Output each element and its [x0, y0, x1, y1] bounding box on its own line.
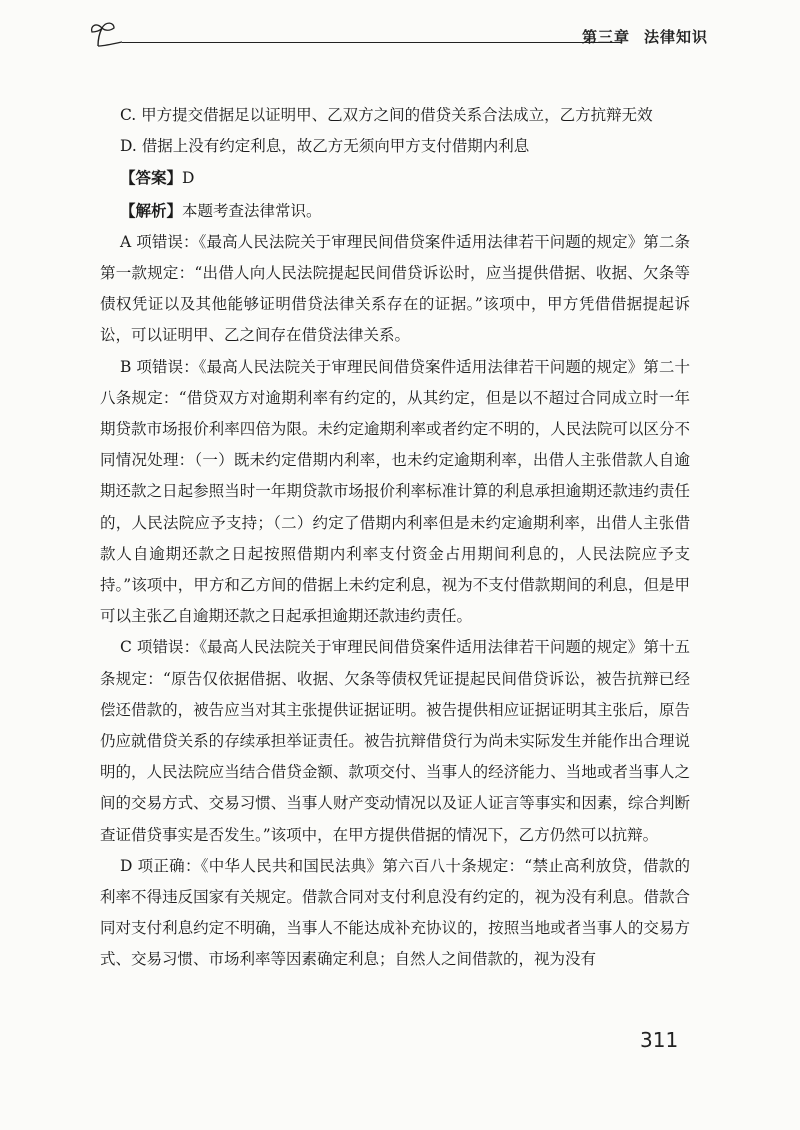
header-title — [582, 26, 708, 47]
analysis-line — [120, 195, 690, 227]
sprout-logo-icon — [88, 20, 124, 48]
chapter-label: 第三章 — [581, 28, 630, 46]
chapter-title: 法律知识 — [643, 28, 708, 46]
answer-label: 【答案】 — [120, 168, 183, 188]
analysis-paragraph-a: A 项错误：《最高人民法院关于审理民间借贷案件适用法律若干问题的规定》第二条第一款规定：“出借人向人民法院提起民间借贷诉讼时，应当提供借据、收据、欠条等债权凭证以及其他能够证明借贷法律关系存在的证据。”该项中，甲方凭借借据提起诉讼，可以证明甲、乙之间存在借贷法律关系。 — [100, 232, 690, 345]
analysis-intro: 本题考查法律常识。 — [182, 201, 322, 220]
answer-value: D — [182, 169, 195, 188]
page-number: 311 — [640, 1028, 679, 1052]
answer-line — [120, 162, 690, 194]
body-text — [100, 100, 690, 976]
option-d: D. 借据上没有约定利息，故乙方无须向甲方支付借期内利息 — [120, 137, 530, 156]
running-header — [88, 20, 708, 50]
analysis-paragraph-b: B 项错误：《最高人民法院关于审理民间借贷案件适用法律若干问题的规定》第二十八条规定：“借贷双方对逾期利率有约定的，从其约定，但是以不超过合同成立时一年期贷款市场报价利率四倍为限。未约定逾期利率或者约定不明的，人民法院可以区分不同情况处理：（一）既未约定借期内利率，也未约定逾期利率，出借人主张借款人自逾期还款之日起参照当时一年期贷款市场报价利率标准计算的利息承担逾期还款违约责任的，人民法院应予支持；（二）约定了借期内利率但是未约定逾期利率，出借人主张借款人自逾期还款之日起按照借期内利率支付资金占用期间利息的，人民法院应予支持。”该项中，甲方和乙方间的借据上未约定利息，视为不支付借款期间的利息，但是甲可以主张乙自逾期还款之日起承担逾期还款违约责任。 — [100, 357, 690, 626]
analysis-paragraph-c: C 项错误：《最高人民法院关于审理民间借贷案件适用法律若干问题的规定》第十五条规定：“原告仅依据借据、收据、欠条等债权凭证提起民间借贷诉讼，被告抗辩已经偿还借款的，被告应当对其主张提供证据证明。被告提供相应证据证明其主张后，原告仍应就借贷关系的存续承担举证责任。被告抗辩借贷行为尚未实际发生并能作出合理说明的，人民法院应当结合借贷金额、款项交付、当事人的经济能力、当地或者当事人之间的交易方式、交易习惯、当事人财产变动情况以及证人证言等事实和因素，综合判断查证借贷事实是否发生。”该项中，在甲方提供借据的情况下，乙方仍然可以抗辩。 — [100, 638, 690, 844]
option-c: C. 甲方提交借据足以证明甲、乙双方之间的借贷关系合法成立，乙方抗辩无效 — [120, 106, 653, 124]
header-rule — [122, 42, 622, 43]
analysis-paragraph-d: D 项正确：《中华人民共和国民法典》第六百八十条规定：“禁止高利放贷，借款的利率不得违反国家有关规定。借款合同对支付利息没有约定的，视为没有利息。借款合同对支付利息约定不明确，当事人不能达成补充协议的，按照当地或者当事人的交易方式、交易习惯、市场利率等因素确定利息；自然人之间借款的，视为没有 — [100, 856, 690, 969]
analysis-label: 【解析】 — [120, 200, 183, 220]
